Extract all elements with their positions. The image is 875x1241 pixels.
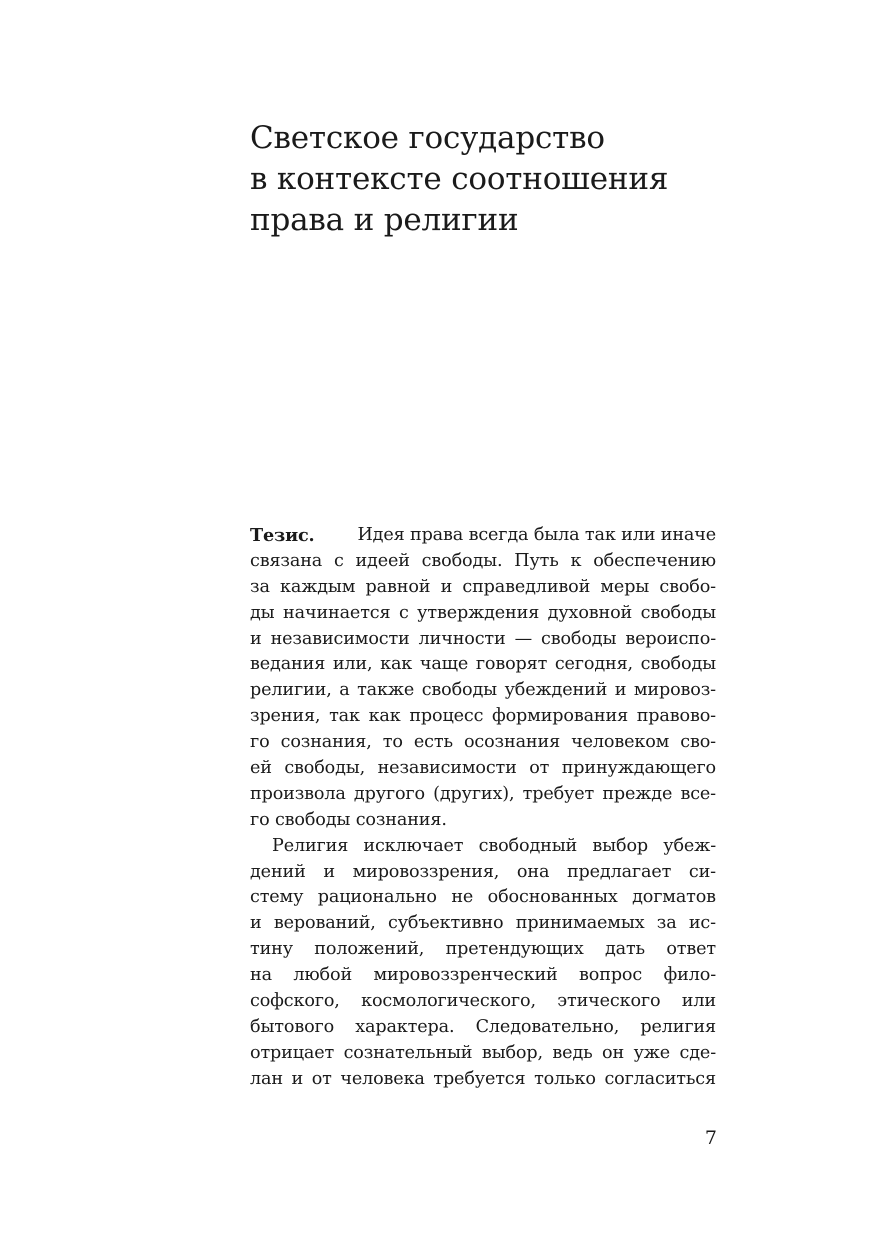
text-line: связана с идеей свободы. Путь к обеспечению (250, 550, 716, 571)
text-line: за каждым равной и справедливой меры свобо- (250, 576, 716, 597)
text-line (250, 523, 716, 549)
text-line: Религия исключает свободный выбор убеж- (272, 835, 716, 856)
text-line: дений и мировоззрения, она предлагает си- (250, 861, 716, 882)
thesis-paragraph (250, 523, 716, 834)
text-line: го сознания, то есть осознания человеком сво- (250, 732, 716, 753)
chapter-title-line: права и религии (250, 202, 519, 238)
chapter-title (250, 118, 730, 241)
text-line: ей свободы, независимости от принуждающего (250, 758, 716, 779)
body-text (250, 523, 716, 1093)
text-line: религии, а также свободы убеждений и мировоз- (250, 680, 716, 701)
text-line: ды начинается с утверждения духовной свободы (250, 602, 716, 623)
page-number: 7 (704, 1127, 717, 1149)
text-line: стему рационально не обоснованных догматов (250, 887, 716, 908)
chapter-title-line: в контексте соотношения (250, 161, 669, 197)
text-line: ведания или, как чаще говорят сегодня, свободы (250, 654, 716, 675)
text-line: тину положений, претендующих дать ответ (250, 939, 716, 960)
text-line: лан и от человека требуется только согласиться (250, 1068, 716, 1089)
text-line: отрицает сознательный выбор, ведь он уже сде- (250, 1042, 716, 1063)
thesis-label: Тезис. (250, 525, 315, 546)
text-line: софского, космологического, этического или (250, 991, 716, 1012)
text-line: на любой мировоззренческий вопрос фило- (250, 965, 716, 986)
text-line: произвола другого (других), требует прежде все- (250, 783, 716, 804)
text-line: го свободы сознания. (250, 809, 447, 830)
chapter-title-line: Светское государство (250, 120, 605, 156)
text-line: и независимости личности — свободы вероиспо- (250, 628, 716, 649)
paragraph-2 (250, 834, 716, 1093)
thesis-line-text: Идея права всегда была так или иначе (357, 525, 716, 545)
text-line: зрения, так как процесс формирования правово- (250, 706, 716, 727)
text-line: и верований, субъективно принимаемых за ис- (250, 913, 716, 934)
text-line: бытового характера. Следовательно, религия (250, 1016, 716, 1037)
